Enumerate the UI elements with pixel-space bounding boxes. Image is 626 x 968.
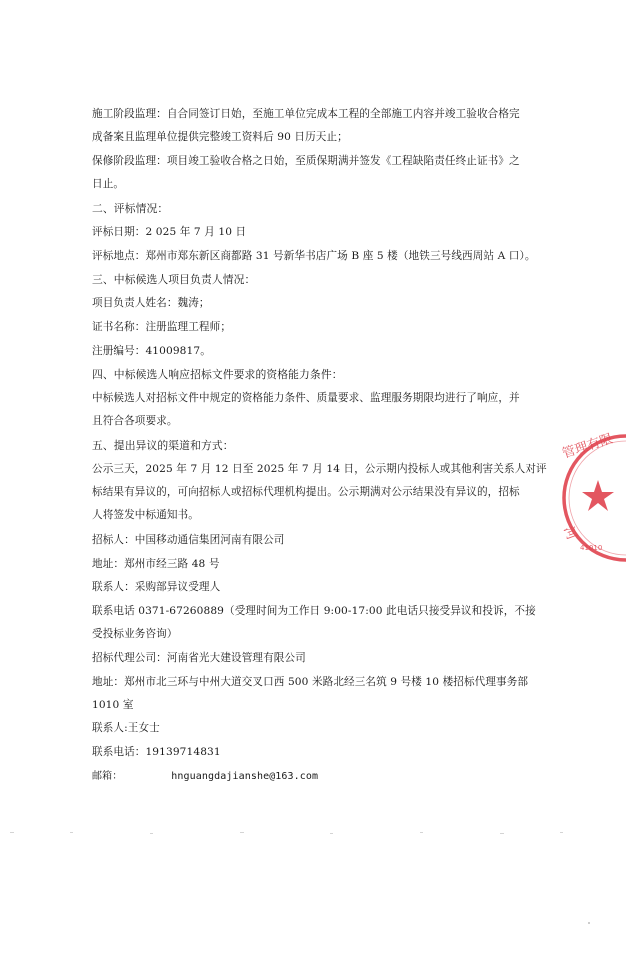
tenderer-contact: 联系人：采购部异议受理人: [92, 581, 221, 593]
evaluation-date: 评标日期：2 025 年 7 月 10 日: [92, 226, 247, 238]
qualification-response-line-2: 且符合各项要求。: [92, 415, 178, 427]
scan-mark: [330, 833, 333, 834]
official-seal: [556, 430, 626, 565]
project-leader-name: 项目负责人姓名：魏涛；: [92, 297, 210, 309]
evaluation-location: 评标地点：郑州市郑东新区商都路 31 号新华书店广场 B 座 5 楼（地铁三号线西周站 A 口）。: [92, 250, 536, 262]
scan-mark: [500, 833, 504, 834]
section-objection-heading: 五、提出异议的渠道和方式：: [92, 439, 234, 452]
svg-text:管理有限: 管理有限: [560, 431, 615, 462]
tenderer-address: 地址：郑州市经三路 48 号: [92, 558, 220, 570]
agency-phone: 联系电话：19139714831: [92, 746, 221, 758]
scan-mark: [10, 832, 14, 833]
section-evaluation-heading: 二、评标情况：: [92, 202, 169, 215]
scan-mark: [560, 832, 563, 833]
certificate-name: 证书名称：注册监理工程师；: [92, 321, 232, 333]
agency-contact: 联系人:王女士: [92, 722, 160, 734]
publicity-line-2: 标结果有异议的，可向招标人或招标代理机构提出。公示期满对公示结果没有异议的，招标: [92, 486, 520, 498]
qualification-response-line-1: 中标候选人对招标文件中规定的资格能力条件、质量要求、监理服务期限均进行了响应，并: [92, 392, 520, 404]
construction-supervision-line-1: 施工阶段监理：自合同签订日始，至施工单位完成本工程的全部施工内容并竣工验收合格完: [92, 108, 520, 120]
tenderer: 招标人：中国移动通信集团河南有限公司: [92, 534, 285, 546]
tenderer-phone-line-1: 联系电话 0371-67260889（受理时间为工作日 9:00-17:00 此电话只接受异议和投诉，不接: [92, 605, 536, 617]
agency-address-line-1: 地址：郑州市北三环与中州大道交叉口西 500 米路北经三名筑 9 号楼 10 楼招标代理事务部: [92, 676, 529, 688]
registration-number: 注册编号：41009817。: [92, 345, 211, 357]
agency-email: 邮箱： hnguangdajianshe@163.com: [92, 771, 319, 782]
publicity-line-3: 人将签发中标通知书。: [92, 509, 199, 521]
scan-mark: [240, 832, 244, 833]
scan-mark: [420, 832, 423, 833]
construction-supervision-line-2: 成备案且监理单位提供完整竣工资料后 90 日历天止；: [92, 131, 348, 143]
agency-name: 招标代理公司：河南省光大建设管理有限公司: [92, 652, 306, 664]
agency-address-line-2: 1010 室: [92, 699, 134, 711]
svg-text:河: 河: [560, 524, 579, 542]
section-project-leader-heading: 三、中标候选人项目负责人情况：: [92, 273, 256, 286]
tenderer-phone-line-2: 受投标业务咨询）: [92, 628, 178, 640]
warranty-supervision-line-1: 保修阶段监理：项目竣工验收合格之日始，至质保期满并签发《工程缺陷责任终止证书》之: [92, 155, 520, 167]
scan-mark: [588, 922, 590, 924]
section-qualification-heading: 四、中标候选人响应招标文件要求的资格能力条件：: [92, 368, 343, 381]
seal-icon: [556, 430, 626, 565]
scan-mark: [150, 833, 153, 834]
publicity-line-1: 公示三天，2025 年 7 月 12 日至 2025 年 7 月 14 日，公示期内投标人或其他利害关系人对评: [92, 463, 547, 475]
scan-mark: [70, 832, 73, 833]
warranty-supervision-line-2: 日止。: [92, 178, 125, 190]
svg-text:41010: 41010: [580, 544, 603, 552]
